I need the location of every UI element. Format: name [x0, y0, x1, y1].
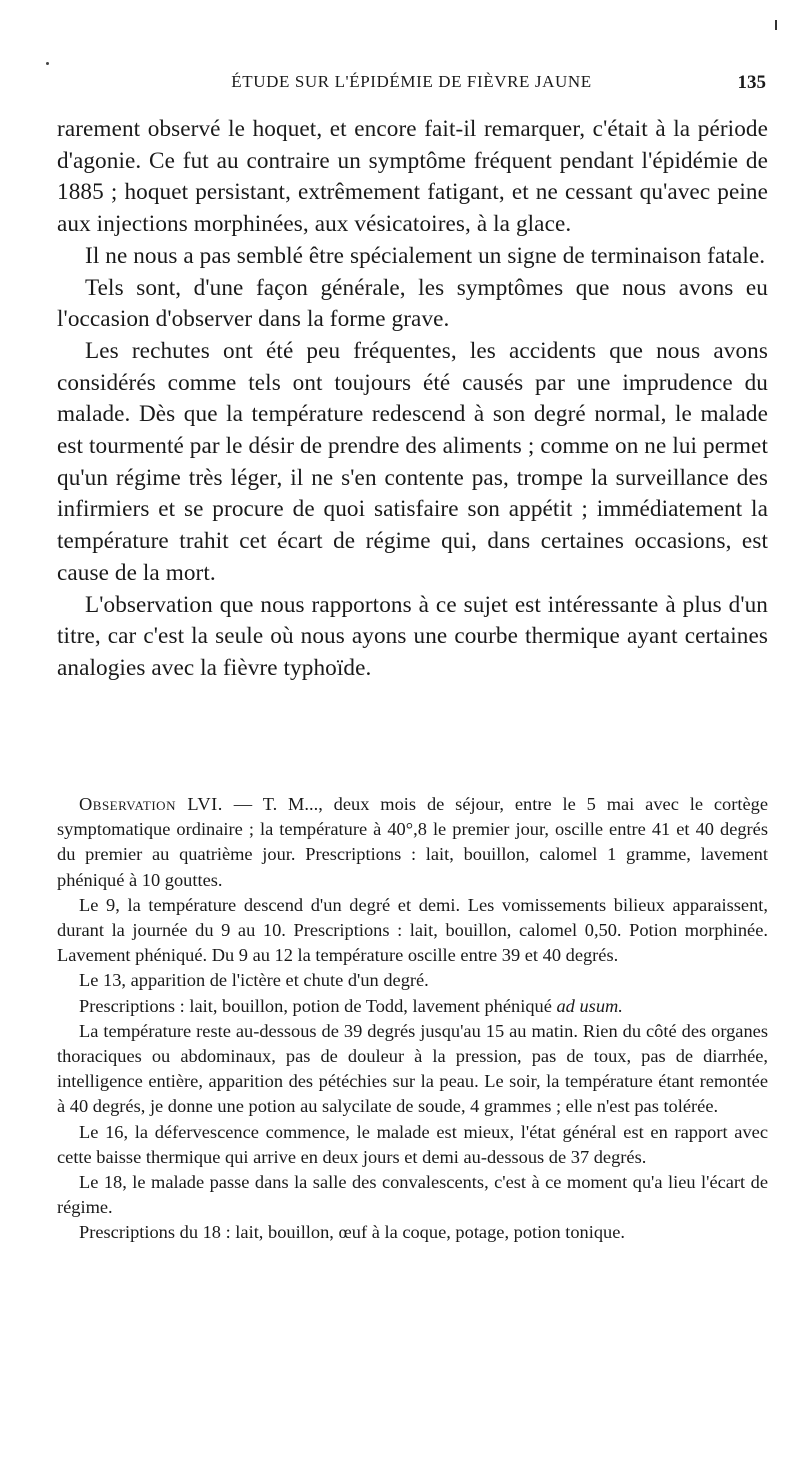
- scan-edge-mark: [775, 20, 777, 30]
- observation-paragraph: Le 18, le malade passe dans la salle des convalescents, c'est à ce moment qu'a lieu l'écart de régime.: [57, 1172, 768, 1218]
- paragraph: rarement observé le hoquet, et encore fait-il remarquer, c'était à la période d'agonie. Ce fut au contraire un symptôme fréquent pendant l'épidémie de 1885 ; hoquet persistant, extrêmement fatigant, et ne cessant qu'avec peine aux injections morphinées, aux vésicatoires, à la glace.: [57, 116, 768, 238]
- scan-dot-mark: [46, 62, 49, 65]
- observation-block: [57, 792, 768, 1246]
- observation-paragraph: [57, 994, 768, 1019]
- paragraph: Il ne nous a pas semblé être spécialement un signe de terminaison fatale.: [85, 242, 766, 269]
- observation-italic-text: ad usum.: [556, 995, 623, 1016]
- observation-paragraph: La température reste au-dessous de 39 degrés jusqu'au 15 au matin. Rien du côté des organes thoraciques ou abdominaux, pas de douleur à la pression, pas de toux, pas de diarrhée, intelligence entière, apparition des pétéchies sur la peau. Le soir, la température étant remontée à 40 degrés, je donne une potion au salycilate de soude, 4 grammes ; elle n'est pas tolérée.: [57, 1020, 768, 1117]
- page-number: 135: [737, 72, 766, 93]
- observation-text: Prescriptions : lait, bouillon, potion de Todd, lavement phéniqué: [79, 995, 557, 1016]
- main-text-block: [57, 114, 768, 685]
- running-title: ÉTUDE SUR L'ÉPIDÉMIE DE FIÈVRE JAUNE: [231, 72, 592, 91]
- observation-paragraph: [57, 792, 768, 893]
- paragraph: Les rechutes ont été peu fréquentes, les accidents que nous avons considérés comme tels ont toujours été causés par une imprudence du malade. Dès que la température redescend à son degré normal, le malade est tourmenté par le désir de prendre des aliments ; comme on ne lui permet qu'un régime très léger, il ne s'en contente pas, trompe la surveillance des infirmiers et se procure de quoi satisfaire son appétit ; immédiatement la température trahit cet écart de régime qui, dans certaines occasions, est cause de la mort.: [57, 337, 768, 586]
- paragraph: L'observation que nous rapportons à ce sujet est intéressante à plus d'un titre, car c'est la seule où nous ayons une courbe thermique ayant certaines analogies avec la fièvre typhoïde.: [57, 591, 768, 681]
- observation-heading: Observation LVI.: [79, 794, 223, 814]
- observation-paragraph: Prescriptions du 18 : lait, bouillon, œuf à la coque, potage, potion tonique.: [79, 1222, 626, 1243]
- page-header: [57, 72, 766, 98]
- observation-paragraph: Le 13, apparition de l'ictère et chute d'un degré.: [79, 970, 429, 991]
- observation-paragraph: Le 9, la température descend d'un degré et demi. Les vomissements bilieux apparaissent, durant la journée du 9 au 10. Prescriptions : lait, bouillon, calomel 0,50. Potion morphinée. Lavement phéniqué. Du 9 au 12 la température oscille entre 39 et 40 degrés.: [57, 894, 768, 966]
- observation-paragraph: Le 16, la défervescence commence, le malade est mieux, l'état général est en rapport avec cette baisse thermique qui arrive en deux jours et demi au-dessous de 37 degrés.: [57, 1121, 768, 1167]
- observation-text: — T. M..., deux mois de séjour, entre le 5 mai avec le cortège symptomatique ordinaire ; la température à 40°,8 le premier jour, oscille entre 41 et 40 degrés du premier au quatrième jour. Prescriptions : lait, bouillon, calomel 1 gramme, lavement phéniqué à 10 gouttes.: [57, 794, 768, 890]
- paragraph: Tels sont, d'une façon générale, les symptômes que nous avons eu l'occasion d'observer dans la forme grave.: [57, 274, 768, 333]
